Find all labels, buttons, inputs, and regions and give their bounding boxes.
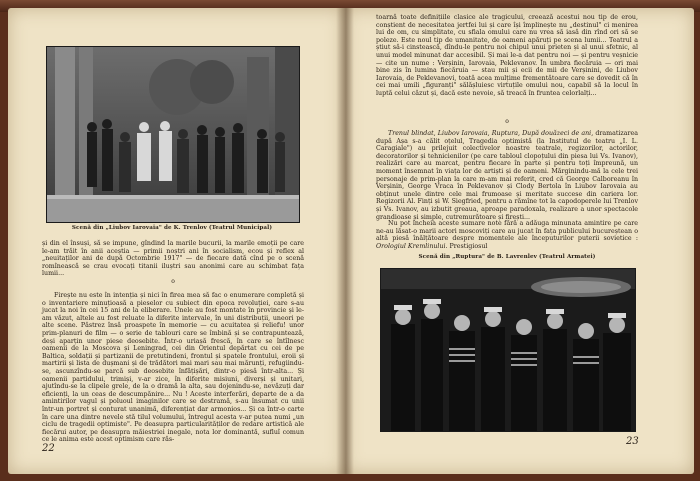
left-text-block-2	[42, 292, 304, 444]
right-page-number: 23	[626, 436, 639, 447]
stage-scene-image	[47, 47, 299, 222]
left-photo-theatre-scene	[46, 46, 300, 223]
sailors-scene-image	[381, 269, 635, 431]
section-divider-right: o	[505, 118, 509, 125]
right-photo-theatre-scene	[380, 268, 636, 432]
play-titles: Trenul blindat, Liubov Iarovaia, Ruptura, După douăzeci de ani,	[388, 130, 594, 137]
right-paragraph-2-body: dramatizarea după Așa s-a călit oțelul, Tragedia optimistă (la Institutul de teatru „I. L. Caragiale") au prilejuit colectivelor noastre teatrale, regizorilor, actorilor, decoratorilor și tehnicienilor (pe care tabloul clopoțului din piesa lui Vs. Ivanov), realizări care au marcat, pentru fiecare în parte și pentru toți împreună, un moment însemnat în viața lor de artiști și de oameni. Mărginindu-mă la cele trei personaje de prim-plan la care m-am mai referit, cred că George Calboreanu în Verșinin, George Vraca în Peklevanov și Clody Bertola în Liubov Iarovaia au obținut unele dintre cele mai frumoase și meritate succese din cariera lor. Regizorii Al. Finți și W. Siegfried, pentru a rămîne tot la capodoperele lui Trenlov și Vs. Ivanov, au izbutit greaua, aproape paradoxala, realizare a unor spectacole grandioase și simple, cutremurătoare și firești...	[376, 130, 638, 221]
right-text-block-3	[376, 220, 638, 250]
left-page-number: 22	[42, 443, 55, 454]
left-paragraph-2: Firește nu este în intenția și nici în firea mea să fac o enumerare completă și o inventariere minuțioasă a pieselor cu subiect din epoca revoluției, care s-au jucat la noi în cei 15 ani de la eliberare. Unele au fost montate în provincie și le-am văzut, altele au fost reluate la diferite intervale, în uni distribuții, uneori pe alte scene. Păstrez însă proaspete în memorie — cu acuitatea și reliefu! unor prim-planuri de film — o serie de tablouri care se îmbină și se contrapuntează, deși aparțin unor piese deosebite. Într-o uriașă frescă, în care se întîlnesc oamenii de la Moscova și Leningrad, cei din Orientul depărtat cu cei de pe Baltica, soldații și partizanii de pretutindeni, frontul și spatele frontului, eroii și martirii și lista de dușmani și de trădători mai mari sau mai mărunți, refugiindu-se, ascunzîndu-se parcă sub deosebite înfățișări, dintr-o piesă într-alta... Și oamenii partidului, trimiși, v-ar zice, în diferite misiuni, diverși și unitari, ajutîndu-se la clipele grele, de la o dramă la alta, sau dojenindu-se, nevăzuți dar eficienți, la un ceas de descumpănire... Nu ! Aceste interferări, departe de a da amintirilor vagul și poluoul imaginilor care se destramă, s-au însumat cu unii într-un portret și conturat unanimă, diferențiat dar armonios... Și ca într-o carte în care una dintre nevele stă tilul volumului, întregul acesta v-ar putea numi „un ciclu de tragedii optimiste". Pe deasupra particularităților de redare artistică ale fiecărui autor, pe deasupra măiestriei inegale, nota lor dominantă, sufluî comun ce le anima este acest optimism care răs-	[42, 292, 304, 444]
orologiul-title: Orologiul Kremlinului.	[376, 242, 448, 250]
section-divider-left: o	[171, 278, 175, 285]
right-photo-caption: Scenă din „Ruptura" de B. Lavrenlev (Teatrul Armatei)	[418, 254, 596, 260]
right-paragraph-2	[376, 130, 638, 221]
right-paragraph-3-body: Nu pot încheia aceste sumare note fără a adăuga minunata amintire pe care ne-au lăsat-o marii actori moscoviți care au jucat în fața publicului bucureștean o altă piesă înălțătoare despre momentele ale începuturilor puterii sovietice :	[376, 220, 638, 243]
right-text-block-1	[376, 14, 638, 98]
right-paragraph-1: toarnă toate definițiile clasice ale tragicului, creează acestui nou tip de erou, conștient de necesitatea jertfei lui și care își împlinește nu „destinul" ci menirea lui de om, cu simplitate, cu sfiala omului care nu vrea să iasă din rînd ori să se poleze. Este noul tip de umanitate, de oameni apăruți pe scena lumii... Teatrul a știut să-i cinstească, dîndu-le pentru noi chipul unui prieten și al unui sfetnic, al unui model minunat dar accesibil. Și mai le-a dat pentru noi — și pentru veșnicie — cite un nume : Verșinin, Iarovaia, Peklevanov. În umbra fiecăruia — ori mai bine zis în lumina fiecăruia — stau mii și ecii de mii de Verșinini, de Liubov Iarovaia, de Peklevanovi, toată acea mulțime frementătoare care se dovedit că în cei mai umili „figuranți" sălășluiesc virtuțile omului nou, capabil să la locul în luptă celui căzut și, dacă este nevoie, să treacă în fruntea celorlalți...	[376, 14, 638, 97]
right-paragraph-3-end: Prestigiosul	[449, 242, 488, 250]
right-text-block-2	[376, 130, 638, 221]
left-photo-caption: Scenă din „Liubov Iarovaia" de K. Trenlov (Teatrul Municipal)	[71, 225, 273, 231]
book-gutter	[336, 8, 354, 474]
left-text-block-1	[42, 240, 304, 278]
right-paragraph-3	[376, 220, 638, 250]
left-paragraph-1: și din el însuși, să se impune, gîndind la marile bucurii, la marile emoții pe care le-am trăit în anii aceștia — primii noștri ani în socialism, ecou și reflex al „neuitaților ani de după Octombrie 1917" — de fiecare dată cînd pe o scenă romînească se crau evocați titanii iluștri sau anonimi care au schimbat fața lumii...	[42, 240, 304, 278]
